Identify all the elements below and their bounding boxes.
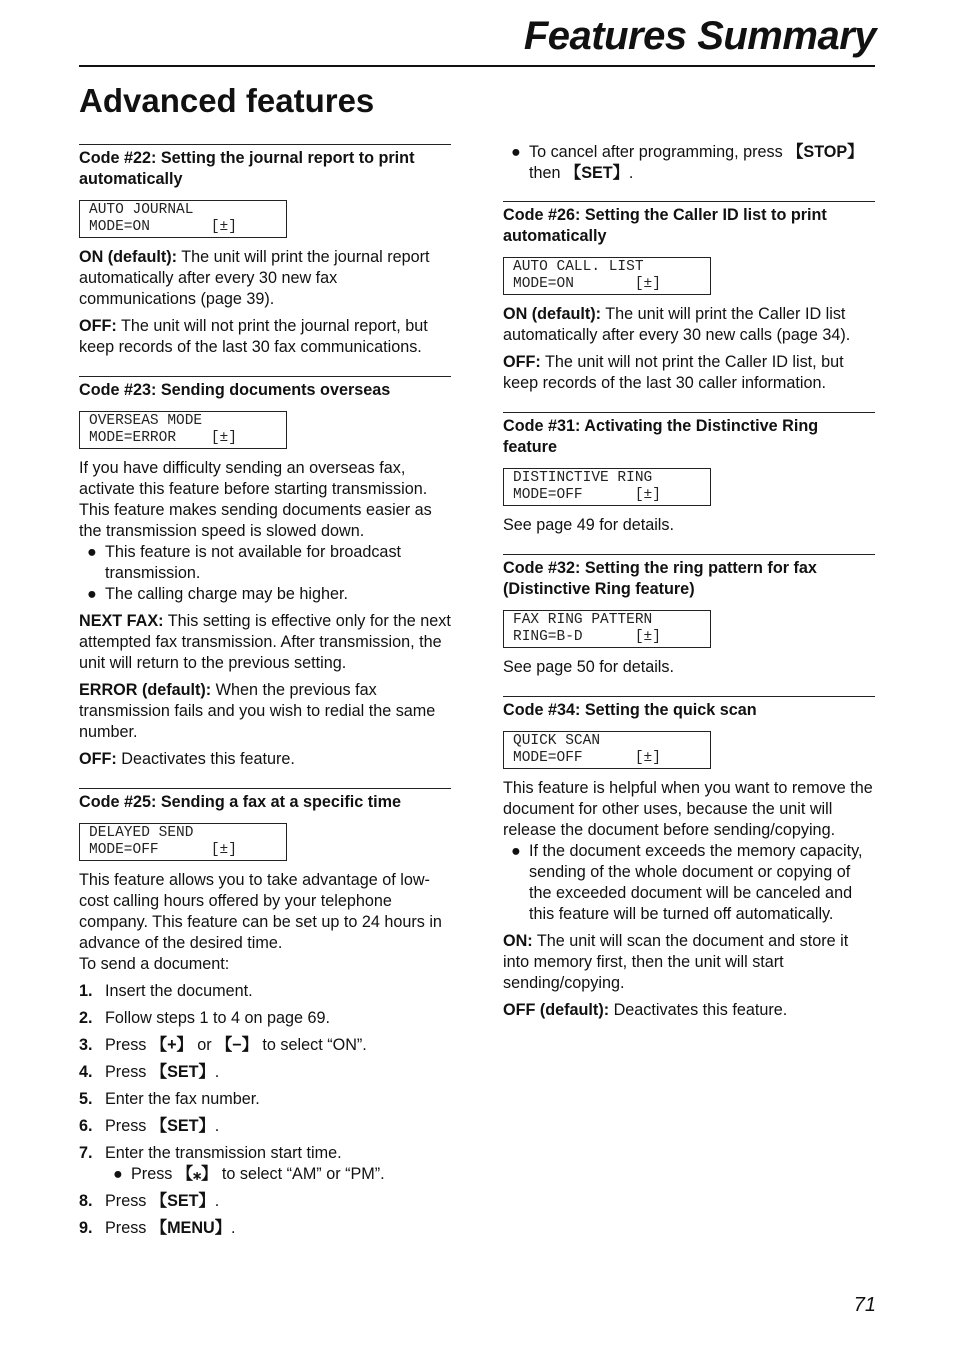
step-number: 6. <box>79 1117 93 1135</box>
option-off <box>79 316 451 358</box>
step-number: 7. <box>79 1144 93 1162</box>
lcd-line-1: QUICK SCAN <box>513 733 601 749</box>
step-text: . <box>230 1219 236 1237</box>
option-label: OFF: <box>79 317 117 335</box>
bullet-dot-icon: ● <box>87 543 97 561</box>
cancel-bullet <box>503 142 875 184</box>
bullet-dot-icon: ● <box>511 143 521 161</box>
section-code-25 <box>79 788 451 1239</box>
lcd-line-1: DISTINCTIVE RING <box>513 470 653 486</box>
details-text: See page 50 for details. <box>503 658 674 676</box>
option-text: The unit will not print the journal report, but keep records of the last 30 fax communications. <box>79 317 428 356</box>
set-key: 【SET】 <box>150 1192 215 1210</box>
lcd-display <box>79 411 287 449</box>
section-code-26 <box>503 201 875 394</box>
set-key: 【SET】 <box>150 1063 215 1081</box>
option-text: When the previous fax transmission fails and you wish to redial the same number. <box>79 681 436 741</box>
step-8 <box>79 1191 451 1212</box>
bullet-dot-icon: ● <box>113 1165 123 1183</box>
intro-text: If you have difficulty sending an overseas fax, activate this feature before starting transmission. This feature makes sending documents easier as the transmission speed is slowed down. <box>79 459 432 540</box>
option-text: The unit will print the journal report automatically after every 30 new fax communications (page 39). <box>79 248 430 308</box>
lcd-line-2: MODE=ON [±] <box>513 276 661 292</box>
bullet-text: The calling charge may be higher. <box>105 585 348 603</box>
option-off <box>503 352 875 394</box>
lcd-line-2: MODE=ON [±] <box>89 219 237 235</box>
option-error <box>79 680 451 743</box>
lcd-display <box>503 257 711 295</box>
option-label: OFF (default): <box>503 1001 610 1019</box>
page-number: 71 <box>853 1294 876 1316</box>
option-label: NEXT FAX: <box>79 612 164 630</box>
lcd-line-2: MODE=OFF [±] <box>513 487 661 503</box>
lcd-display <box>79 200 287 238</box>
lcd-line-2: MODE=OFF [±] <box>513 750 661 766</box>
option-text: The unit will print the Caller ID list automatically after every 30 new calls (page 34). <box>503 305 851 344</box>
star-key: 【⁎】 <box>176 1165 218 1183</box>
plus-key: 【+】 <box>150 1036 193 1054</box>
menu-key: 【MENU】 <box>150 1219 231 1237</box>
option-on <box>79 247 451 310</box>
option-text: Deactivates this feature. <box>116 750 295 768</box>
option-label: ON: <box>503 932 533 950</box>
step-text: Follow steps 1 to 4 on page 69. <box>105 1009 330 1027</box>
step-number: 1. <box>79 982 93 1000</box>
option-label: ON (default): <box>503 305 602 323</box>
minus-key: 【−】 <box>216 1036 258 1054</box>
bullet-item <box>79 584 451 605</box>
lcd-line-1: DELAYED SEND <box>89 825 194 841</box>
intro-text: This feature allows you to take advantage of low-cost calling hours offered by your telephone company. This feature can be set up to 24 hours in advance of the desired time. <box>79 871 442 952</box>
lcd-line-1: OVERSEAS MODE <box>89 413 203 429</box>
step-text: Press <box>105 1219 151 1237</box>
step-text: or <box>192 1036 217 1054</box>
section-code-22 <box>79 144 451 358</box>
step-3 <box>79 1035 451 1056</box>
bullet-text: then <box>529 164 566 182</box>
step-text: Press <box>105 1036 151 1054</box>
lcd-line-2: RING=B-D [±] <box>513 629 661 645</box>
step-number: 5. <box>79 1090 93 1108</box>
step-text: Press <box>105 1063 151 1081</box>
bullet-item <box>79 542 451 584</box>
step-number: 4. <box>79 1063 93 1081</box>
bullet-text: . <box>628 164 634 182</box>
step-9 <box>79 1218 451 1239</box>
step-7 <box>79 1143 451 1185</box>
lcd-line-1: FAX RING PATTERN <box>513 612 653 628</box>
set-key: 【SET】 <box>150 1117 215 1135</box>
step-5 <box>79 1089 451 1110</box>
step-text: Press <box>105 1117 151 1135</box>
right-column <box>503 144 875 1027</box>
option-text: This setting is effective only for the next attempted fax transmission. After transmission, the unit will return to the previous setting. <box>79 612 451 672</box>
step-text: Enter the fax number. <box>105 1090 260 1108</box>
lcd-line-2: MODE=OFF [±] <box>89 842 237 858</box>
section-title: Code #26: Setting the Caller ID list to print automatically <box>503 206 827 245</box>
option-label: OFF: <box>503 353 541 371</box>
section-code-31 <box>503 412 875 536</box>
section-title: Code #31: Activating the Distinctive Ring feature <box>503 417 819 456</box>
step-text: . <box>214 1063 220 1081</box>
step-text: . <box>214 1117 220 1135</box>
option-label: OFF: <box>79 750 117 768</box>
step-6 <box>79 1116 451 1137</box>
section-code-34 <box>503 696 875 1021</box>
header-rule <box>79 65 875 67</box>
step-number: 2. <box>79 1009 93 1027</box>
lcd-line-2: MODE=ERROR [±] <box>89 430 237 446</box>
to-send-text: To send a document: <box>79 955 230 973</box>
option-on <box>503 931 875 994</box>
step-text: Insert the document. <box>105 982 253 1000</box>
section-title: Code #34: Setting the quick scan <box>503 701 757 719</box>
bullet-dot-icon: ● <box>87 585 97 603</box>
option-text: The unit will not print the Caller ID list, but keep records of the last 30 caller information. <box>503 353 844 392</box>
step-2 <box>79 1008 451 1029</box>
bullet-dot-icon: ● <box>511 842 521 860</box>
step-number: 9. <box>79 1219 93 1237</box>
set-key: 【SET】 <box>565 164 629 182</box>
section-title: Code #32: Setting the ring pattern for fax (Distinctive Ring feature) <box>503 559 817 598</box>
step-text: to select “AM” or “PM”. <box>217 1165 385 1183</box>
step-text: Press <box>131 1165 177 1183</box>
section-code-23 <box>79 376 451 770</box>
option-text: The unit will scan the document and store it into memory first, then the unit will start sending/copying. <box>503 932 849 992</box>
page-heading: Advanced features <box>79 82 375 119</box>
lcd-display <box>79 823 287 861</box>
step-text: Enter the transmission start time. <box>105 1144 342 1162</box>
option-next-fax <box>79 611 451 674</box>
step-text: . <box>214 1192 220 1210</box>
step-text: to select “ON”. <box>257 1036 367 1054</box>
option-on <box>503 304 875 346</box>
section-title: Code #23: Sending documents overseas <box>79 381 391 399</box>
stop-key: 【STOP】 <box>787 143 864 161</box>
sub-bullet-item <box>105 1164 451 1185</box>
section-title: Code #22: Setting the journal report to print automatically <box>79 149 415 188</box>
option-label: ERROR (default): <box>79 681 212 699</box>
option-label: ON (default): <box>79 248 178 266</box>
bullet-item <box>503 841 875 925</box>
lcd-display <box>503 731 711 769</box>
step-number: 3. <box>79 1036 93 1054</box>
intro-text: This feature is helpful when you want to remove the document for other uses, because the unit will release the document before sending/copying. <box>503 779 873 839</box>
lcd-line-1: AUTO JOURNAL <box>89 202 194 218</box>
option-text: Deactivates this feature. <box>609 1001 788 1019</box>
step-1 <box>79 981 451 1002</box>
step-number: 8. <box>79 1192 93 1210</box>
bullet-text: If the document exceeds the memory capacity, sending of the whole document or copying of the exceeded document will be canceled and this feature will be turned off automatically. <box>529 842 863 923</box>
bullet-text: To cancel after programming, press <box>529 143 788 161</box>
lcd-display <box>503 468 711 506</box>
details-text: See page 49 for details. <box>503 516 674 534</box>
lcd-line-1: AUTO CALL. LIST <box>513 259 644 275</box>
section-code-32 <box>503 554 875 678</box>
bullet-text: This feature is not available for broadcast transmission. <box>105 543 402 582</box>
option-off <box>503 1000 875 1021</box>
lcd-display <box>503 610 711 648</box>
section-title: Code #25: Sending a fax at a specific time <box>79 793 402 811</box>
left-column <box>79 144 451 1245</box>
step-text: Press <box>105 1192 151 1210</box>
step-4 <box>79 1062 451 1083</box>
header-title: Features Summary <box>523 14 876 58</box>
option-off <box>79 749 451 770</box>
